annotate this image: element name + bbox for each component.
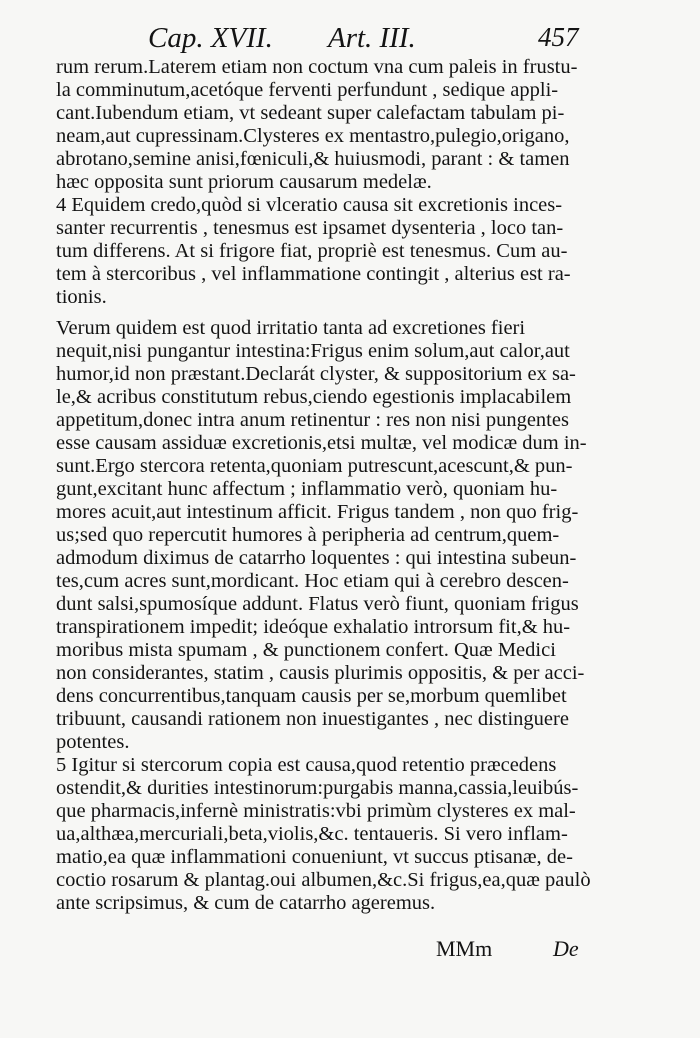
text-line: tem à stercoribus , vel inflammatione contingit , alterius est ra- bbox=[56, 263, 571, 285]
text-line: esse causam assiduæ excretionis,etsi multæ, vel modicæ dum in- bbox=[56, 432, 587, 454]
text-line: us;sed quo repercutit humores à peripheria ad centrum,quem- bbox=[56, 524, 560, 546]
text-line: 4 Equidem credo,quòd si vlceratio causa sit excretionis inces- bbox=[56, 194, 563, 216]
text-line: rum rerum.Laterem etiam non coctum vna cum paleis in frustu- bbox=[56, 56, 578, 78]
text-line: coctio rosarum & plantag.oui albumen,&c.Si frigus,ea,quæ paulò bbox=[56, 869, 591, 891]
text-line: matio,ea quæ inflammationi conueniunt, vt succus ptisanæ, de- bbox=[56, 846, 573, 868]
text-line: Verum quidem est quod irritatio tanta ad excretiones fieri bbox=[56, 317, 526, 339]
catchword: De bbox=[553, 936, 579, 961]
text-line: abrotano,semine anisi,fœniculi,& huiusmodi, parant : & tamen bbox=[56, 148, 570, 170]
text-line: admodum diximus de catarrho loquentes : qui intestina subeun- bbox=[56, 547, 577, 569]
text-line: gunt,excitant hunc affectum ; inflammatio verò, quoniam hu- bbox=[56, 478, 558, 500]
text-line: que pharmacis,infernè ministratis:vbi primùm clysteres ex mal- bbox=[56, 800, 576, 822]
text-line: dens concurrentibus,tanquam causis per se,morbum quemlibet bbox=[56, 685, 567, 707]
text-line: tionis. bbox=[56, 286, 107, 308]
text-line: transpirationem impedit; ideóque exhalatio introrsum fit,& hu- bbox=[56, 616, 571, 638]
text-line: sunt.Ergo stercora retenta,quoniam putrescunt,acescunt,& pun- bbox=[56, 455, 573, 477]
signature-mark: MMm bbox=[436, 936, 493, 961]
text-line: moribus mista spumam , & punctionem confert. Quæ Medici bbox=[56, 639, 556, 661]
text-line: potentes. bbox=[56, 731, 130, 753]
text-line: cant.Iubendum etiam, vt sedeant super calefactam tabulam pi- bbox=[56, 102, 565, 124]
text-line: ostendit,& durities intestinorum:purgabis manna,cassia,leuibús- bbox=[56, 777, 579, 799]
text-line: santer recurrentis , tenesmus est ipsamet dysenteria , loco tan- bbox=[56, 217, 564, 239]
text-line: neam,aut cupressinam.Clysteres ex mentastro,pulegio,origano, bbox=[56, 125, 570, 147]
text-line: hæc opposita sunt priorum causarum medelæ. bbox=[56, 171, 432, 193]
text-body bbox=[56, 56, 612, 915]
text-line: mores acuit,aut intestinum afficit. Frigus tandem , non quo frig- bbox=[56, 501, 579, 523]
text-line: nequit,nisi pungantur intestina:Frigus enim solum,aut calor,aut bbox=[56, 340, 570, 362]
text-line: tum differens. At si frigore fiat, propriè est tenesmus. Cum au- bbox=[56, 240, 568, 262]
article-heading: Art. III. bbox=[328, 22, 416, 54]
running-header bbox=[0, 22, 700, 58]
text-line: tes,cum acres sunt,mordicant. Hoc etiam qui à cerebro descen- bbox=[56, 570, 569, 592]
text-line: la comminutum,acetóque ferventi perfundunt , sedique appli- bbox=[56, 79, 559, 101]
text-line: le,& acribus constitutum rebus,ciendo egestionis implacabilem bbox=[56, 386, 572, 408]
text-line: humor,id non præstant.Declarát clyster, & suppositorium ex sa- bbox=[56, 363, 576, 385]
page-number: 457 bbox=[538, 22, 579, 52]
text-line: tribuunt, causandi rationem non inuestigantes , nec distinguere bbox=[56, 708, 569, 730]
text-line: appetitum,donec intra anum retinentur : res non nisi pungentes bbox=[56, 409, 569, 431]
text-line: ua,althæa,mercuriali,beta,violis,&c. tentaueris. Si vero inflam- bbox=[56, 823, 568, 845]
chapter-heading: Cap. XVII. bbox=[148, 22, 273, 54]
text-line: non considerantes, statim , causis plurimis oppositis, & per acci- bbox=[56, 662, 585, 684]
text-line: ante scripsimus, & cum de catarrho ageremus. bbox=[56, 892, 436, 914]
text-line: dunt salsi,spumosíque addunt. Flatus verò fiunt, quoniam frigus bbox=[56, 593, 579, 615]
text-line: 5 Igitur si stercorum copia est causa,quod retentio præcedens bbox=[56, 754, 557, 776]
